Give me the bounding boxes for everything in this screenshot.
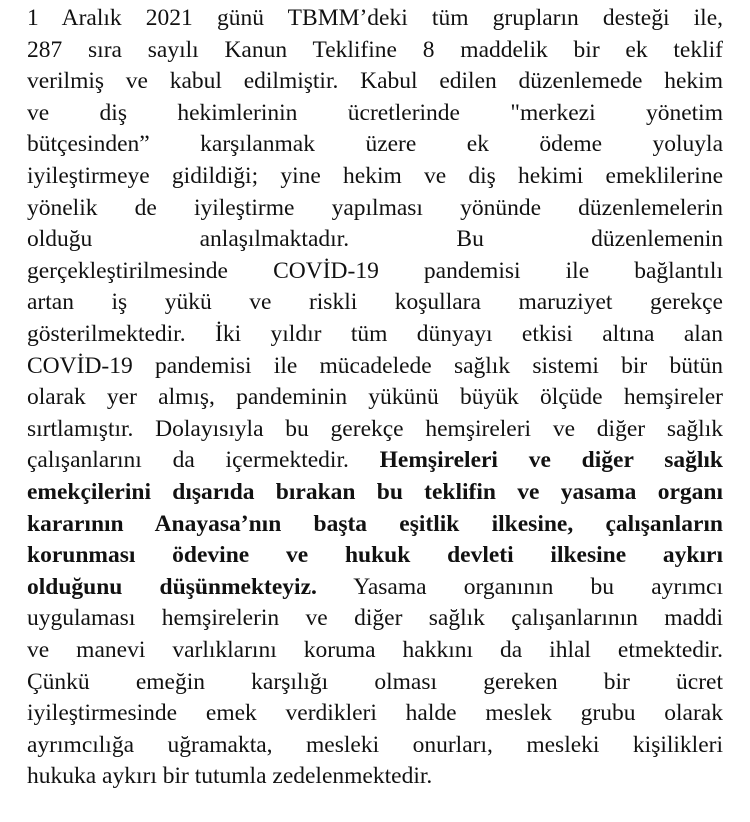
text-line	[27, 160, 723, 192]
text-segment: ve manevi varlıklarını koruma hakkını da ihlal etmektedir.	[27, 637, 723, 663]
text-line	[27, 539, 723, 571]
text-line	[27, 2, 723, 34]
text-segment: verilmiş ve kabul edilmiştir. Kabul edilen düzenlemede hekim	[27, 68, 723, 95]
text-line	[27, 476, 723, 508]
bold-text-segment: emekçilerini dışarıda bırakan bu teklifin ve yasama organı	[27, 479, 723, 505]
text-line	[27, 350, 723, 382]
text-line	[27, 192, 723, 224]
text-segment: iyileştirmesinde emek verdikleri halde meslek grubu olarak	[27, 700, 723, 727]
text-line	[27, 666, 723, 698]
text-segment: hukuka aykırı bir tutumla zedelenmektedir.	[27, 763, 433, 790]
text-line	[27, 34, 723, 66]
text-segment: olduğu anlaşılmaktadır. Bu düzenlemenin	[27, 226, 723, 253]
text-segment: COVİD-19 pandemisi ile mücadelede sağlık sistemi bir bütün	[27, 352, 723, 379]
text-line	[27, 255, 723, 287]
text-line	[27, 571, 723, 603]
document-body	[27, 0, 723, 822]
text-line	[27, 128, 723, 160]
text-line	[27, 223, 723, 255]
text-segment: ayrımcılığa uğramakta, mesleki onurları, mesleki kişilikleri	[27, 731, 723, 758]
text-line	[27, 286, 723, 318]
text-line	[27, 381, 723, 413]
text-segment: artan iş yükü ve riskli koşullara maruziyet gerekçe	[27, 289, 723, 316]
text-segment: bütçesinden” karşılanmak üzere ek ödeme yoluyla	[27, 131, 723, 158]
text-line	[27, 634, 723, 666]
text-segment: gerçekleştirilmesinde COVİD-19 pandemisi ile bağlantılı	[27, 257, 723, 284]
text-line	[27, 602, 723, 634]
text-line	[27, 444, 723, 476]
text-segment: 287 sıra sayılı Kanun Teklifine 8 maddelik bir ek teklif	[27, 36, 723, 63]
text-line	[27, 97, 723, 129]
text-segment: sırtlamıştır. Dolayısıyla bu gerekçe hemşireleri ve diğer sağlık	[27, 415, 723, 442]
text-segment: uygulaması hemşirelerin ve diğer sağlık çalışanlarının maddi	[27, 605, 723, 632]
text-segment: Çünkü emeğin karşılığı olması gereken bir ücret	[27, 668, 723, 695]
text-line	[27, 729, 723, 761]
text-segment: olarak yer almış, pandeminin yükünü büyük ölçüde hemşireler	[27, 384, 723, 411]
text-segment: 1 Aralık 2021 günü TBMM’deki tüm grupların desteği ile,	[27, 5, 723, 31]
text-line	[27, 318, 723, 350]
text-segment: çalışanlarını da içermektedir.	[27, 447, 380, 474]
text-segment: ve diş hekimlerinin ücretlerinde "merkezi yönetim	[27, 99, 723, 126]
text-line	[27, 413, 723, 445]
bold-text-segment: kararının Anayasa’nın başta eşitlik ilkesine, çalışanların	[27, 510, 723, 537]
text-line	[27, 697, 723, 729]
text-segment: yönelik de iyileştirme yapılması yönünde düzenlemelerin	[27, 194, 723, 221]
bold-text-segment: Hemşireleri ve diğer sağlık	[379, 447, 723, 474]
bold-text-segment: korunması ödevine ve hukuk devleti ilkesine aykırı	[27, 542, 723, 569]
text-segment: Yasama organının bu ayrımcı	[316, 573, 723, 600]
text-line	[27, 508, 723, 540]
text-line	[27, 65, 723, 97]
text-segment: iyileştirmeye gidildiği; yine hekim ve diş hekimi emeklilerine	[27, 163, 723, 189]
bold-text-segment: olduğunu düşünmekteyiz.	[27, 573, 317, 600]
text-line	[27, 760, 723, 792]
text-segment: gösterilmektedir. İki yıldır tüm dünyayı etkisi altına alan	[27, 321, 723, 347]
